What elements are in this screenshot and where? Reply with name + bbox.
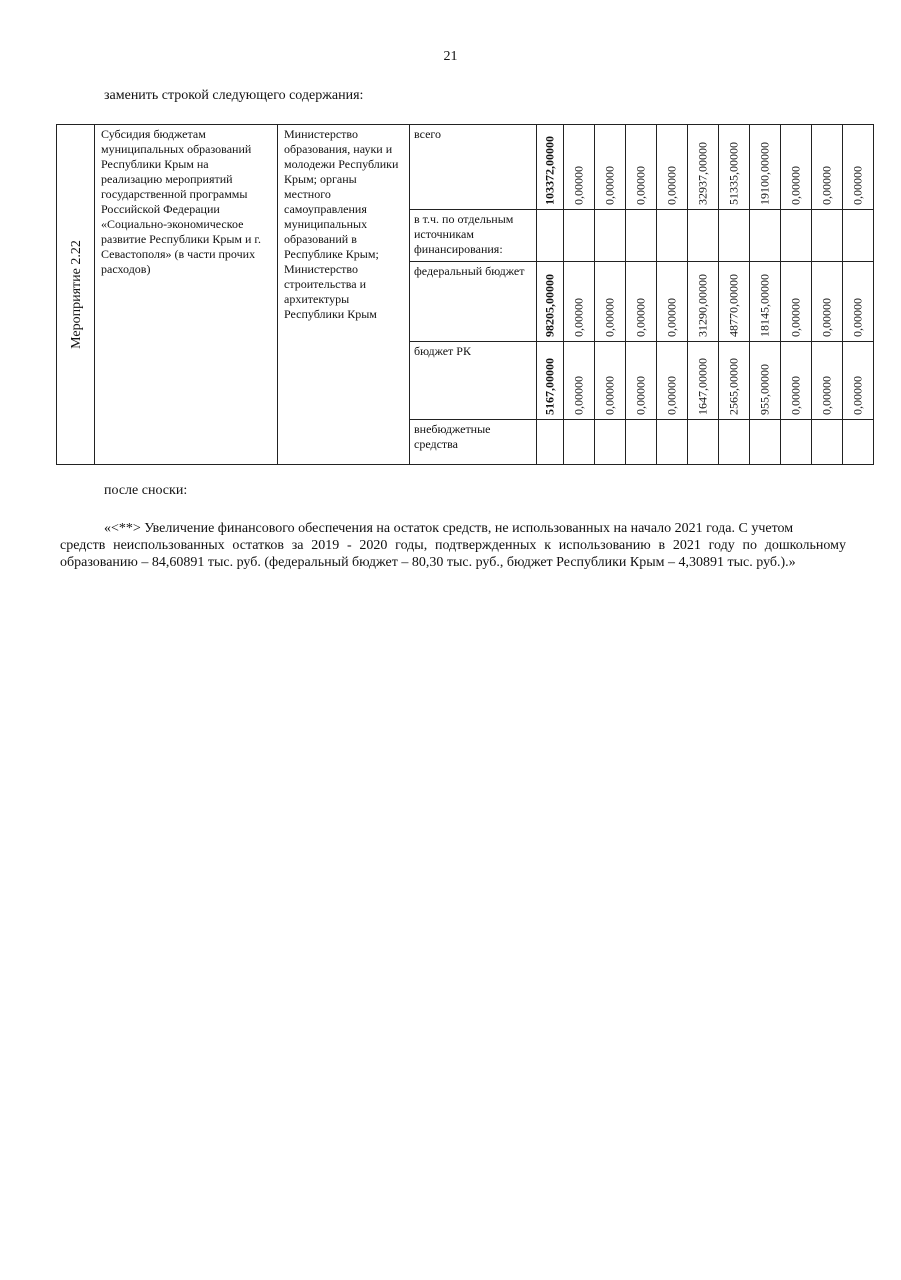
total-value: 103372,00000	[542, 136, 557, 205]
source-cell: бюджет РК	[410, 342, 537, 420]
value-text: 19100,00000	[757, 142, 772, 205]
value-cell	[657, 262, 688, 342]
value-text: 0,00000	[819, 166, 834, 205]
value-text	[750, 210, 780, 261]
value-cell	[626, 342, 657, 420]
value-text: 0,00000	[850, 166, 865, 205]
value-cell	[750, 420, 781, 465]
value-cell	[719, 125, 750, 210]
value-text	[595, 210, 625, 261]
value-text	[626, 210, 656, 261]
after-text: после сноски:	[104, 483, 188, 498]
value-text	[843, 420, 873, 464]
value-cell	[595, 342, 626, 420]
value-text: 0,00000	[788, 298, 803, 337]
value-cell	[564, 125, 595, 210]
value-cell	[657, 210, 688, 262]
value-cell	[626, 262, 657, 342]
value-cell	[812, 210, 843, 262]
value-cell	[719, 420, 750, 465]
value-cell	[595, 262, 626, 342]
value-text: 0,00000	[664, 166, 679, 205]
value-text: 0,00000	[633, 376, 648, 415]
source-cell: федеральный бюджет	[410, 262, 537, 342]
value-cell	[564, 342, 595, 420]
value-cell	[688, 420, 719, 465]
value-cell	[843, 210, 874, 262]
value-cell	[750, 262, 781, 342]
value-text: 51335,00000	[726, 142, 741, 205]
footnote-first-line: «<**> Увеличение финансового обеспечения на остаток средств, не использованных на начало 2021 года. С учетом	[104, 521, 794, 536]
value-text: 32937,00000	[695, 142, 710, 205]
total-value: 5167,00000	[542, 358, 557, 415]
total-cell	[537, 262, 564, 342]
value-cell	[750, 342, 781, 420]
value-text: 0,00000	[850, 298, 865, 337]
value-text: 0,00000	[788, 166, 803, 205]
value-cell	[688, 342, 719, 420]
value-cell	[688, 210, 719, 262]
value-cell	[719, 342, 750, 420]
value-cell	[688, 125, 719, 210]
value-text: 0,00000	[819, 298, 834, 337]
value-text: 0,00000	[633, 166, 648, 205]
value-text	[657, 420, 687, 464]
value-cell	[781, 210, 812, 262]
value-cell	[843, 342, 874, 420]
value-cell	[781, 420, 812, 465]
value-text: 0,00000	[602, 298, 617, 337]
total-cell	[537, 125, 564, 210]
total-cell	[537, 342, 564, 420]
value-cell	[595, 125, 626, 210]
value-cell	[595, 420, 626, 465]
value-cell	[657, 420, 688, 465]
table-row	[57, 125, 874, 210]
value-text	[688, 420, 718, 464]
value-text	[843, 210, 873, 261]
value-text: 31290,00000	[695, 274, 710, 337]
value-cell	[688, 262, 719, 342]
value-cell	[843, 420, 874, 465]
footnote-text: средств неиспользованных остатков за 2019 - 2020 годы, подтвержденных к использованию в 2021 году по дошкольному образованию – 84,60891 тыс. руб. (федеральный бюджет – 80,30 тыс. руб., бюджет Республики Крым – 4,30891 тыс. руб.).»	[60, 538, 846, 570]
value-cell	[843, 125, 874, 210]
value-cell	[812, 342, 843, 420]
value-cell	[719, 262, 750, 342]
value-cell	[781, 342, 812, 420]
value-text	[750, 420, 780, 464]
value-cell	[812, 262, 843, 342]
value-cell	[564, 262, 595, 342]
total-cell	[537, 420, 564, 465]
value-text: 0,00000	[602, 376, 617, 415]
value-text	[812, 420, 842, 464]
measure-cell	[57, 125, 95, 465]
value-text: 0,00000	[664, 376, 679, 415]
value-text	[688, 210, 718, 261]
total-value: 98205,00000	[542, 274, 557, 337]
source-cell: в т.ч. по отдельным источникам финансирования:	[410, 210, 537, 262]
value-text	[564, 420, 594, 464]
value-cell	[626, 125, 657, 210]
value-cell	[564, 210, 595, 262]
source-cell: всего	[410, 125, 537, 210]
total-cell	[537, 210, 564, 262]
value-text: 0,00000	[602, 166, 617, 205]
value-text	[657, 210, 687, 261]
intro-text: заменить строкой следующего содержания:	[104, 88, 364, 103]
page-number: 21	[443, 49, 458, 64]
value-text: 0,00000	[664, 298, 679, 337]
value-text: 48770,00000	[726, 274, 741, 337]
value-cell	[750, 210, 781, 262]
value-text: 0,00000	[633, 298, 648, 337]
value-cell	[657, 125, 688, 210]
description-cell: Субсидия бюджетам муниципальных образований Республики Крым на реализацию мероприятий государственной программы Российской Федерации «Социально-экономическое развитие Республики Крым и г. Севастополя» (в части прочих расходов)	[95, 125, 278, 465]
value-text: 0,00000	[819, 376, 834, 415]
value-text: 2565,00000	[726, 358, 741, 415]
funding-table	[56, 124, 874, 465]
value-text	[781, 210, 811, 261]
value-text: 0,00000	[850, 376, 865, 415]
value-text: 1647,00000	[695, 358, 710, 415]
value-text: 0,00000	[571, 298, 586, 337]
value-text: 0,00000	[571, 166, 586, 205]
value-text: 0,00000	[788, 376, 803, 415]
total-value	[537, 420, 563, 464]
value-text	[595, 420, 625, 464]
value-text	[564, 210, 594, 261]
value-cell	[812, 125, 843, 210]
value-cell	[750, 125, 781, 210]
value-cell	[595, 210, 626, 262]
value-cell	[564, 420, 595, 465]
value-cell	[843, 262, 874, 342]
value-text: 0,00000	[571, 376, 586, 415]
value-text	[719, 210, 749, 261]
value-text	[812, 210, 842, 261]
value-cell	[657, 342, 688, 420]
measure-label: Мероприятие 2.22	[68, 239, 84, 349]
value-cell	[781, 262, 812, 342]
value-cell	[719, 210, 750, 262]
value-cell	[626, 420, 657, 465]
value-cell	[781, 125, 812, 210]
total-value	[537, 210, 563, 261]
value-text	[626, 420, 656, 464]
value-text	[719, 420, 749, 464]
value-text	[781, 420, 811, 464]
value-cell	[812, 420, 843, 465]
value-cell	[626, 210, 657, 262]
value-text: 955,00000	[757, 364, 772, 415]
source-cell: внебюджетные средства	[410, 420, 537, 465]
value-text: 18145,00000	[757, 274, 772, 337]
executors-cell: Министерство образования, науки и молодежи Республики Крым; органы местного самоуправления муниципальных образований в Республике Крым; Министерство строительства и архитектуры Республики Крым	[278, 125, 410, 465]
